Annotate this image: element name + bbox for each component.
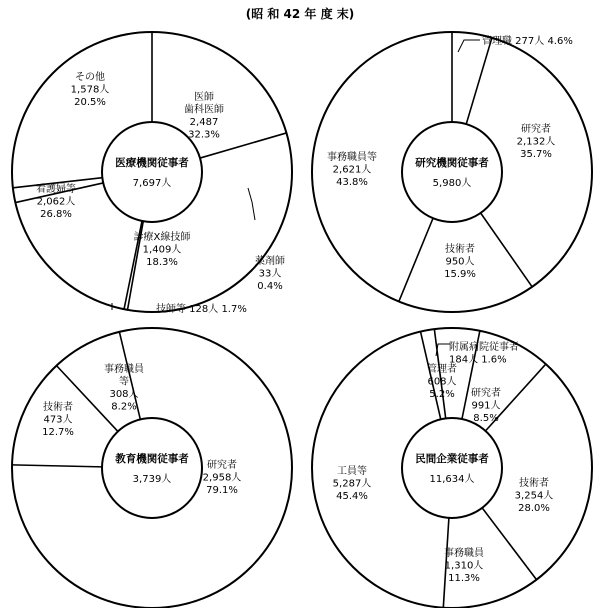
slice-label: 医師歯科医師 2,487 32.3% — [184, 92, 224, 141]
slice-label: 工員等 5,287人 45.4% — [332, 466, 372, 502]
slice-label: 技術者 950人 15.9% — [444, 244, 476, 280]
slice-label: 研究者 991人 8.5% — [471, 388, 501, 424]
donut-chart-2 — [312, 32, 592, 312]
slice-label: 事務職員 1,310人 11.3% — [444, 548, 484, 584]
chart-title: 医療機関従事者 — [115, 157, 189, 169]
chart-total: 5,980人 — [432, 178, 472, 189]
slice-label: 研究者 2,132人 35.7% — [516, 124, 556, 160]
donut-inner-ring — [102, 418, 202, 518]
slice-label: 管理職 277人 4.6% — [482, 36, 573, 47]
slice-label: 研究者 2,958人 79.1% — [202, 460, 242, 496]
chart-total: 11,634人 — [429, 474, 475, 485]
slice-label: 診療X線技師 1,409人 18.3% — [133, 232, 191, 268]
donut-inner-ring — [402, 418, 502, 518]
chart-title: 教育機関従事者 — [115, 453, 189, 465]
slice-label: 技師等 128人 1.7% — [156, 304, 247, 315]
slice-label: 管理者 608人 5.2% — [427, 364, 457, 400]
chart-total: 7,697人 — [132, 178, 172, 189]
slice-label: 事務職員等 2,621人 43.8% — [327, 152, 377, 188]
slice-label: 看護婦等 2,062人 26.8% — [36, 184, 76, 220]
chart-title: 民間企業従事者 — [415, 453, 489, 465]
slice-label: その他 1,578人 20.5% — [70, 72, 110, 108]
slice-label: 附属病院従事者 184人 1.6% — [449, 342, 519, 366]
donut-inner-ring — [402, 122, 502, 222]
donut-chart-1 — [12, 32, 292, 315]
slice-label: 薬剤師 33人 0.4% — [255, 256, 285, 292]
chart-total: 3,739人 — [132, 474, 172, 485]
slice-label: 技術者 473人 12.7% — [42, 402, 74, 438]
donut-chart-3 — [12, 328, 292, 608]
donut-inner-ring — [102, 122, 202, 222]
slice-label: 技術者 3,254人 28.0% — [514, 478, 554, 514]
slice-label: 事務職員等 308人 8.2% — [104, 364, 144, 413]
donut-chart-4 — [312, 328, 592, 608]
chart-title: 研究機関従事者 — [415, 157, 489, 169]
figure-title: (昭 和 42 年 度 末) — [245, 7, 355, 21]
